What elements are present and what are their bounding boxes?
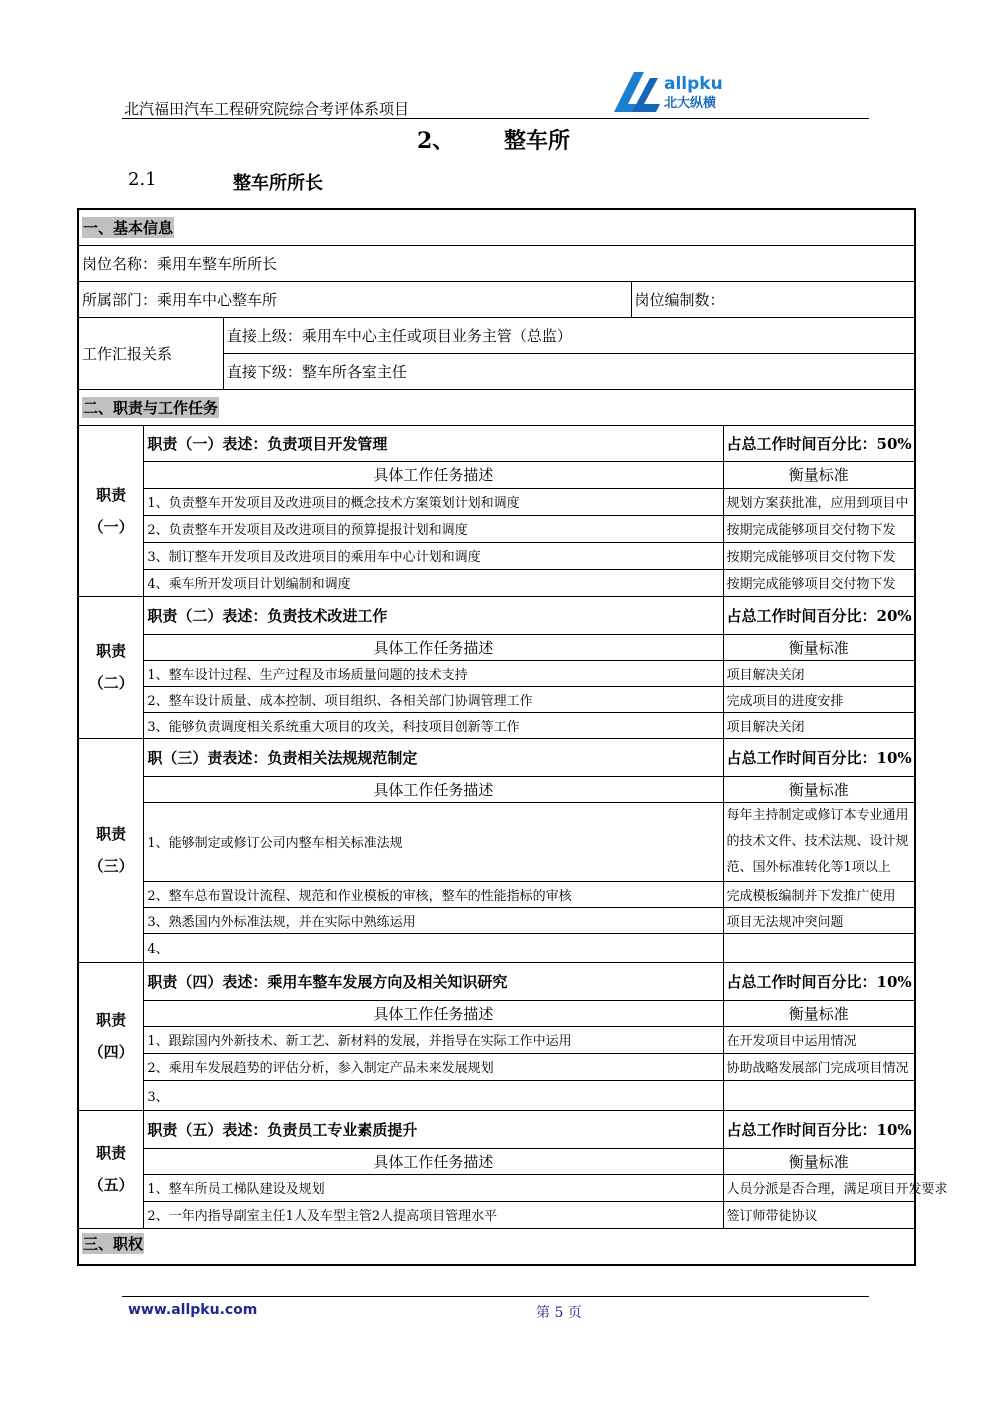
section-row-basic	[78, 209, 915, 245]
task-cell: 2、负责整车开发项目及改进项目的预算提报计划和调度	[144, 515, 723, 542]
task-cell: 4、	[144, 933, 723, 962]
task-row	[78, 488, 915, 515]
task-row	[78, 712, 915, 738]
dept-row	[78, 281, 915, 317]
task-cell: 1、整车所员工梯队建设及规划	[144, 1174, 723, 1201]
task-row	[78, 802, 915, 881]
measure-cell: 完成模板编制并下发推广使用	[723, 881, 915, 907]
duty-title: 职责（五）表述：负责员工专业素质提升	[144, 1110, 723, 1148]
measure-cell: 项目解决关闭	[723, 660, 915, 686]
measure-cell	[723, 933, 915, 962]
task-row	[78, 1174, 915, 1201]
task-row	[78, 660, 915, 686]
col-measure-header: 衡量标准	[723, 1148, 915, 1174]
duty-percent: 占总工作时间百分比：20%	[723, 596, 915, 634]
post-name-row	[78, 245, 915, 281]
dept-cell: 所属部门：乘用车中心整车所	[78, 281, 631, 317]
duty-side-label: 职责（三）	[78, 738, 144, 962]
task-cell: 4、乘车所开发项目计划编制和调度	[144, 569, 723, 596]
heading1-title: 整车所	[504, 128, 571, 154]
duty-title-row	[78, 1110, 915, 1148]
task-cell: 2、一年内指导副室主任1人及车型主管2人提高项目管理水平	[144, 1201, 723, 1228]
duty-title-row	[78, 596, 915, 634]
col-measure-header: 衡量标准	[723, 776, 915, 802]
section-duties-label: 二、职责与工作任务	[83, 398, 219, 417]
duty-title: 职责（一）表述：负责项目开发管理	[144, 425, 723, 461]
logo-text-en: allpku	[664, 74, 723, 94]
col-measure-header: 衡量标准	[723, 634, 915, 660]
duty-title-row	[78, 425, 915, 461]
duty-percent: 占总工作时间百分比：10%	[723, 962, 915, 1000]
task-cell: 3、能够负责调度相关系统重大项目的攻关，科技项目创新等工作	[144, 712, 723, 738]
measure-cell: 每年主持制定或修订本专业通用的技术文件、技术法规、设计规范、国外标准转化等1项以上	[723, 802, 915, 881]
task-cell: 3、	[144, 1080, 723, 1110]
task-cell: 2、整车设计质量、成本控制、项目组织、各相关部门协调管理工作	[144, 686, 723, 712]
task-row	[78, 569, 915, 596]
duty-title-row	[78, 962, 915, 1000]
post-name-cell: 岗位名称：乘用车整车所所长	[78, 245, 915, 281]
header-rule	[122, 118, 869, 119]
quota-cell: 岗位编制数：	[631, 281, 915, 317]
section-row-duties	[78, 389, 915, 425]
section-authority-label: 三、职权	[83, 1234, 144, 1253]
measure-cell: 在开发项目中运用情况	[723, 1026, 915, 1053]
measure-cell: 规划方案获批准，应用到项目中	[723, 488, 915, 515]
task-cell: 1、整车设计过程、生产过程及市场质量问题的技术支持	[144, 660, 723, 686]
duty-percent: 占总工作时间百分比：10%	[723, 738, 915, 776]
logo-text-cn: 北大纵横	[664, 96, 717, 111]
measure-cell: 项目解决关闭	[723, 712, 915, 738]
duty-percent: 占总工作时间百分比：50%	[723, 425, 915, 461]
task-row	[78, 515, 915, 542]
task-cell: 2、整车总布置设计流程、规范和作业模板的审核，整车的性能指标的审核	[144, 881, 723, 907]
measure-cell: 按期完成能够项目交付物下发	[723, 542, 915, 569]
heading2-number: 2.1	[128, 169, 157, 190]
task-cell: 3、熟悉国内外标准法规，并在实际中熟练运用	[144, 907, 723, 933]
header-project-title: 北汽福田汽车工程研究院综合考评体系项目	[124, 100, 410, 118]
duty-title: 职责（四）表述：乘用车整车发展方向及相关知识研究	[144, 962, 723, 1000]
heading2-title: 整车所所长	[233, 173, 323, 194]
section-row-authority	[78, 1228, 915, 1265]
duty-side-label: 职责（五）	[78, 1110, 144, 1228]
heading1-number: 2、	[417, 128, 455, 154]
task-cell: 1、能够制定或修订公司内整车相关标准法规	[144, 802, 723, 881]
measure-cell: 完成项目的进度安排	[723, 686, 915, 712]
footer-url-link[interactable]: www.allpku.com	[128, 1302, 258, 1318]
duty-side-label: 职责（一）	[78, 425, 144, 596]
col-measure-header: 衡量标准	[723, 461, 915, 488]
task-row	[78, 933, 915, 962]
footer-page-number: 第 5 页	[536, 1305, 582, 1321]
task-row	[78, 907, 915, 933]
col-task-header: 具体工作任务描述	[144, 634, 723, 660]
section-basic-label: 一、基本信息	[83, 218, 174, 237]
task-row	[78, 1053, 915, 1080]
task-cell: 3、制订整车开发项目及改进项目的乘用车中心计划和调度	[144, 542, 723, 569]
measure-cell: 人员分派是否合理，满足项目开发要求	[723, 1174, 915, 1201]
col-task-header: 具体工作任务描述	[144, 1000, 723, 1026]
col-task-header: 具体工作任务描述	[144, 776, 723, 802]
duty-percent: 占总工作时间百分比：10%	[723, 1110, 915, 1148]
subordinate-cell: 直接下级：整车所各室主任	[223, 353, 915, 389]
duty-side-label: 职责（四）	[78, 962, 144, 1110]
duty-title-row	[78, 738, 915, 776]
task-row	[78, 542, 915, 569]
superior-row	[78, 317, 915, 353]
measure-cell: 协助战略发展部门完成项目情况	[723, 1053, 915, 1080]
col-task-header: 具体工作任务描述	[144, 461, 723, 488]
task-cell: 1、负责整车开发项目及改进项目的概念技术方案策划计划和调度	[144, 488, 723, 515]
task-row	[78, 1026, 915, 1053]
task-row	[78, 1201, 915, 1228]
task-cell: 2、乘用车发展趋势的评估分析，参入制定产品未来发展规划	[144, 1053, 723, 1080]
task-row	[78, 881, 915, 907]
task-cell: 1、跟踪国内外新技术、新工艺、新材料的发展，并指导在实际工作中运用	[144, 1026, 723, 1053]
measure-cell: 项目无法规冲突问题	[723, 907, 915, 933]
col-measure-header: 衡量标准	[723, 1000, 915, 1026]
duty-side-label: 职责（二）	[78, 596, 144, 738]
footer-rule	[122, 1296, 869, 1297]
measure-cell: 签订师带徒协议	[723, 1201, 915, 1228]
task-row	[78, 1080, 915, 1110]
report-label-cell: 工作汇报关系	[78, 317, 223, 389]
task-row	[78, 686, 915, 712]
duty-title: 职（三）责表述：负责相关法规规范制定	[144, 738, 723, 776]
measure-cell: 按期完成能够项目交付物下发	[723, 515, 915, 542]
job-description-table	[77, 208, 948, 1266]
measure-cell	[723, 1080, 915, 1110]
superior-cell: 直接上级：乘用车中心主任或项目业务主管（总监）	[223, 317, 915, 353]
duty-title: 职责（二）表述：负责技术改进工作	[144, 596, 723, 634]
measure-cell: 按期完成能够项目交付物下发	[723, 569, 915, 596]
col-task-header: 具体工作任务描述	[144, 1148, 723, 1174]
